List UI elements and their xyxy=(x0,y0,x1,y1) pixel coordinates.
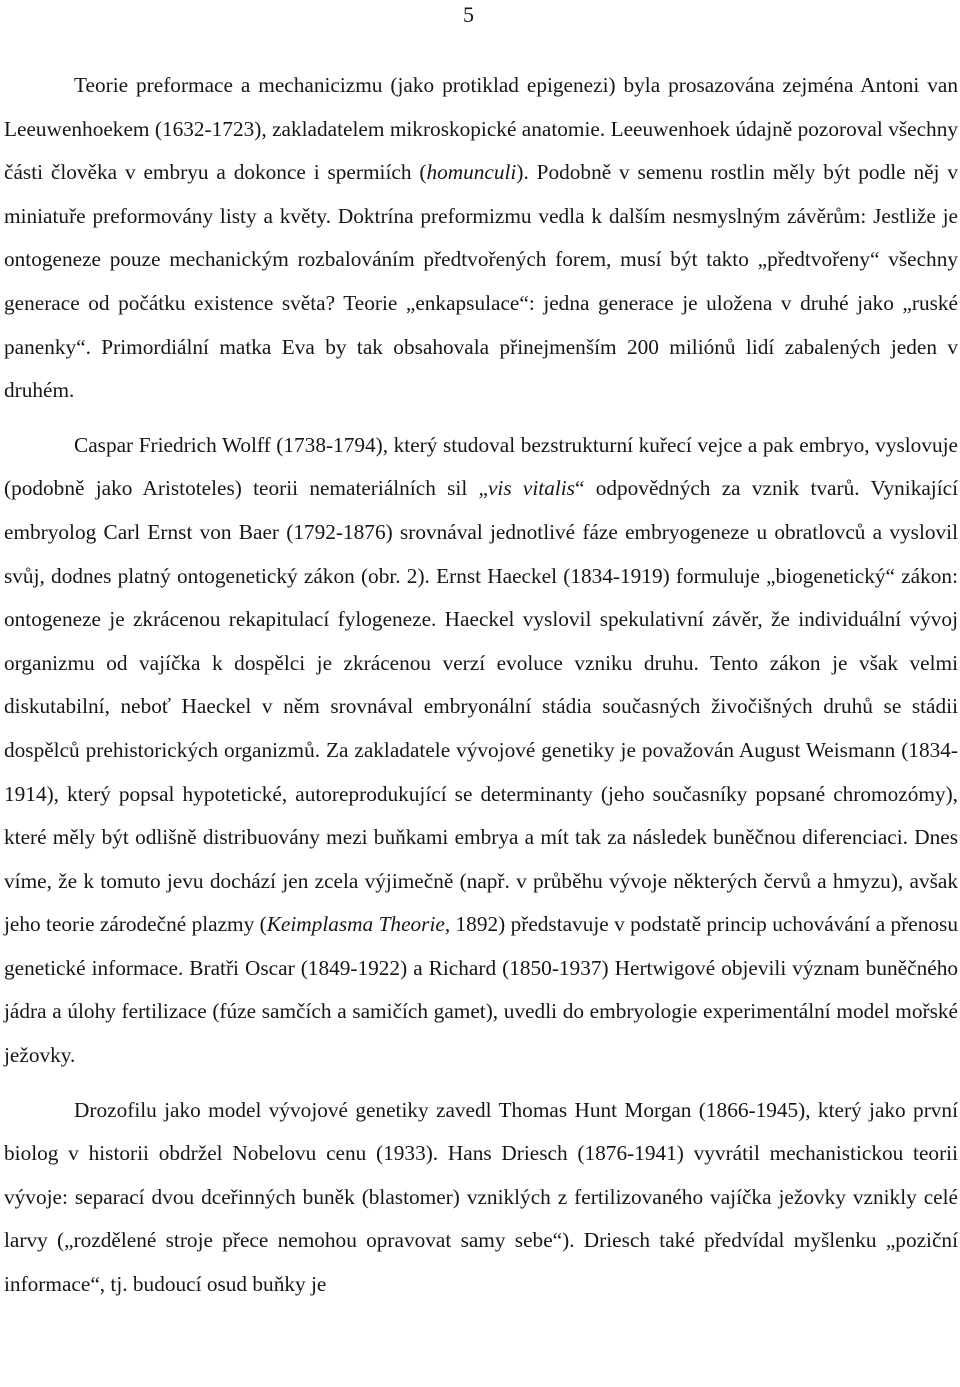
paragraph-text: , 1892) představuje v podstatě princip uchovávání a přenosu genetické informace. Bratři Oscar (1849-1922) a Richard (1850-1937) Hertwigové objevili význam buněčného jádra a úlohy fertilizace (fúze samčích a samičích gamet), uvedli do embryologie experimentální model mořské ježovky. xyxy=(4,912,958,1068)
paragraph-epigenesis-history xyxy=(4,424,958,1078)
italic-term-keimplasma-theorie: Keimplasma Theorie xyxy=(266,912,445,937)
paragraph-preformation xyxy=(4,64,958,413)
body-text xyxy=(4,64,958,1307)
italic-term-vis-vitalis: vis vitalis xyxy=(487,476,575,501)
page-number: 5 xyxy=(463,2,474,27)
paragraph-text: Teorie preformace a mechanicizmu (jako protiklad epigenezi) byla prosazována zejména Antoni van Leeuwenhoekem (1632-1723), zakladatelem mikroskopické anatomie. Leeuwenhoek údajně pozoroval všechny části člověka v embryu a dokonce i spermiích ( xyxy=(4,73,958,185)
paragraph-drosophila xyxy=(4,1089,958,1307)
italic-term-homunculi: homunculi xyxy=(426,160,517,185)
paragraph-text: ). Podobně v semenu rostlin měly být podle něj v miniatuře preformovány listy a květy. Doktrína preformizmu vedla k dalším nesmyslným závěrům: Jestliže je ontogeneze pouze mechanickým rozbalováním předtvořených forem, musí být takto „předtvořeny“ všechny generace od počátku existence světa? Teorie „enkapsulace“: jedna generace je uložena v druhé jako „ruské panenky“. Primordiální matka Eva by tak obsahovala přinejmenším 200 miliónů lidí zabalených jeden v druhém. xyxy=(4,160,958,403)
paragraph-text: Caspar Friedrich Wolff (1738-1794), který studoval bezstrukturní kuřecí vejce a pak embryo, vyslovuje (podobně jako Aristoteles) teorii nemateriálních sil „ xyxy=(4,432,958,501)
paragraph-text: “ odpovědných za vznik tvarů. Vynikající embryolog Carl Ernst von Baer (1792-1876) srovnával jednotlivé fáze embryogeneze u obratlovců a vyslovil svůj, dodnes platný ontogenetický zákon (obr. 2). Ernst Haeckel (1834-1919) formuluje „biogenetický“ zákon: ontogeneze je zkrácenou rekapitulací fylogeneze. Haeckel vyslovil spekulativní závěr, že individuální vývoj organizmu od vajíčka k dospělci je zkrácenou verzí evoluce vzniku druhu. Tento zákon je však velmi diskutabilní, neboť Haeckel v něm srovnával embryonální stádia současných živočišných druhů se stádii dospělců prehistorických organizmů. Za zakladatele vývojové genetiky je považován August Weismann (1834-1914), který popsal hypotetické, autoreprodukující se determinanty (jeho současníky popsané chromozómy), které měly být odlišně distribuovány mezi buňkami embrya a mít tak za následek buněčnou diferenciaci. Dnes víme, že k tomuto jevu dochází jen zcela výjimečně (např. v průběhu vývoje některých červů a hmyzu), avšak jeho teorie zárodečné plazmy ( xyxy=(4,476,958,937)
paragraph-text: Drozofilu jako model vývojové genetiky zavedl Thomas Hunt Morgan (1866-1945), který jako první biolog v historii obdržel Nobelovu cenu (1933). Hans Driesch (1876-1941) vyvrátil mechanistickou teorii vývoje: separací dvou dceřinných buněk (blastomer) vzniklých z fertilizovaného vajíčka ježovky vznikly celé larvy („rozdělené stroje přece nemohou opravovat samy sebe“). Driesch také předvídal myšlenku „poziční informace“, tj. budoucí osud buňky je xyxy=(4,1097,958,1297)
